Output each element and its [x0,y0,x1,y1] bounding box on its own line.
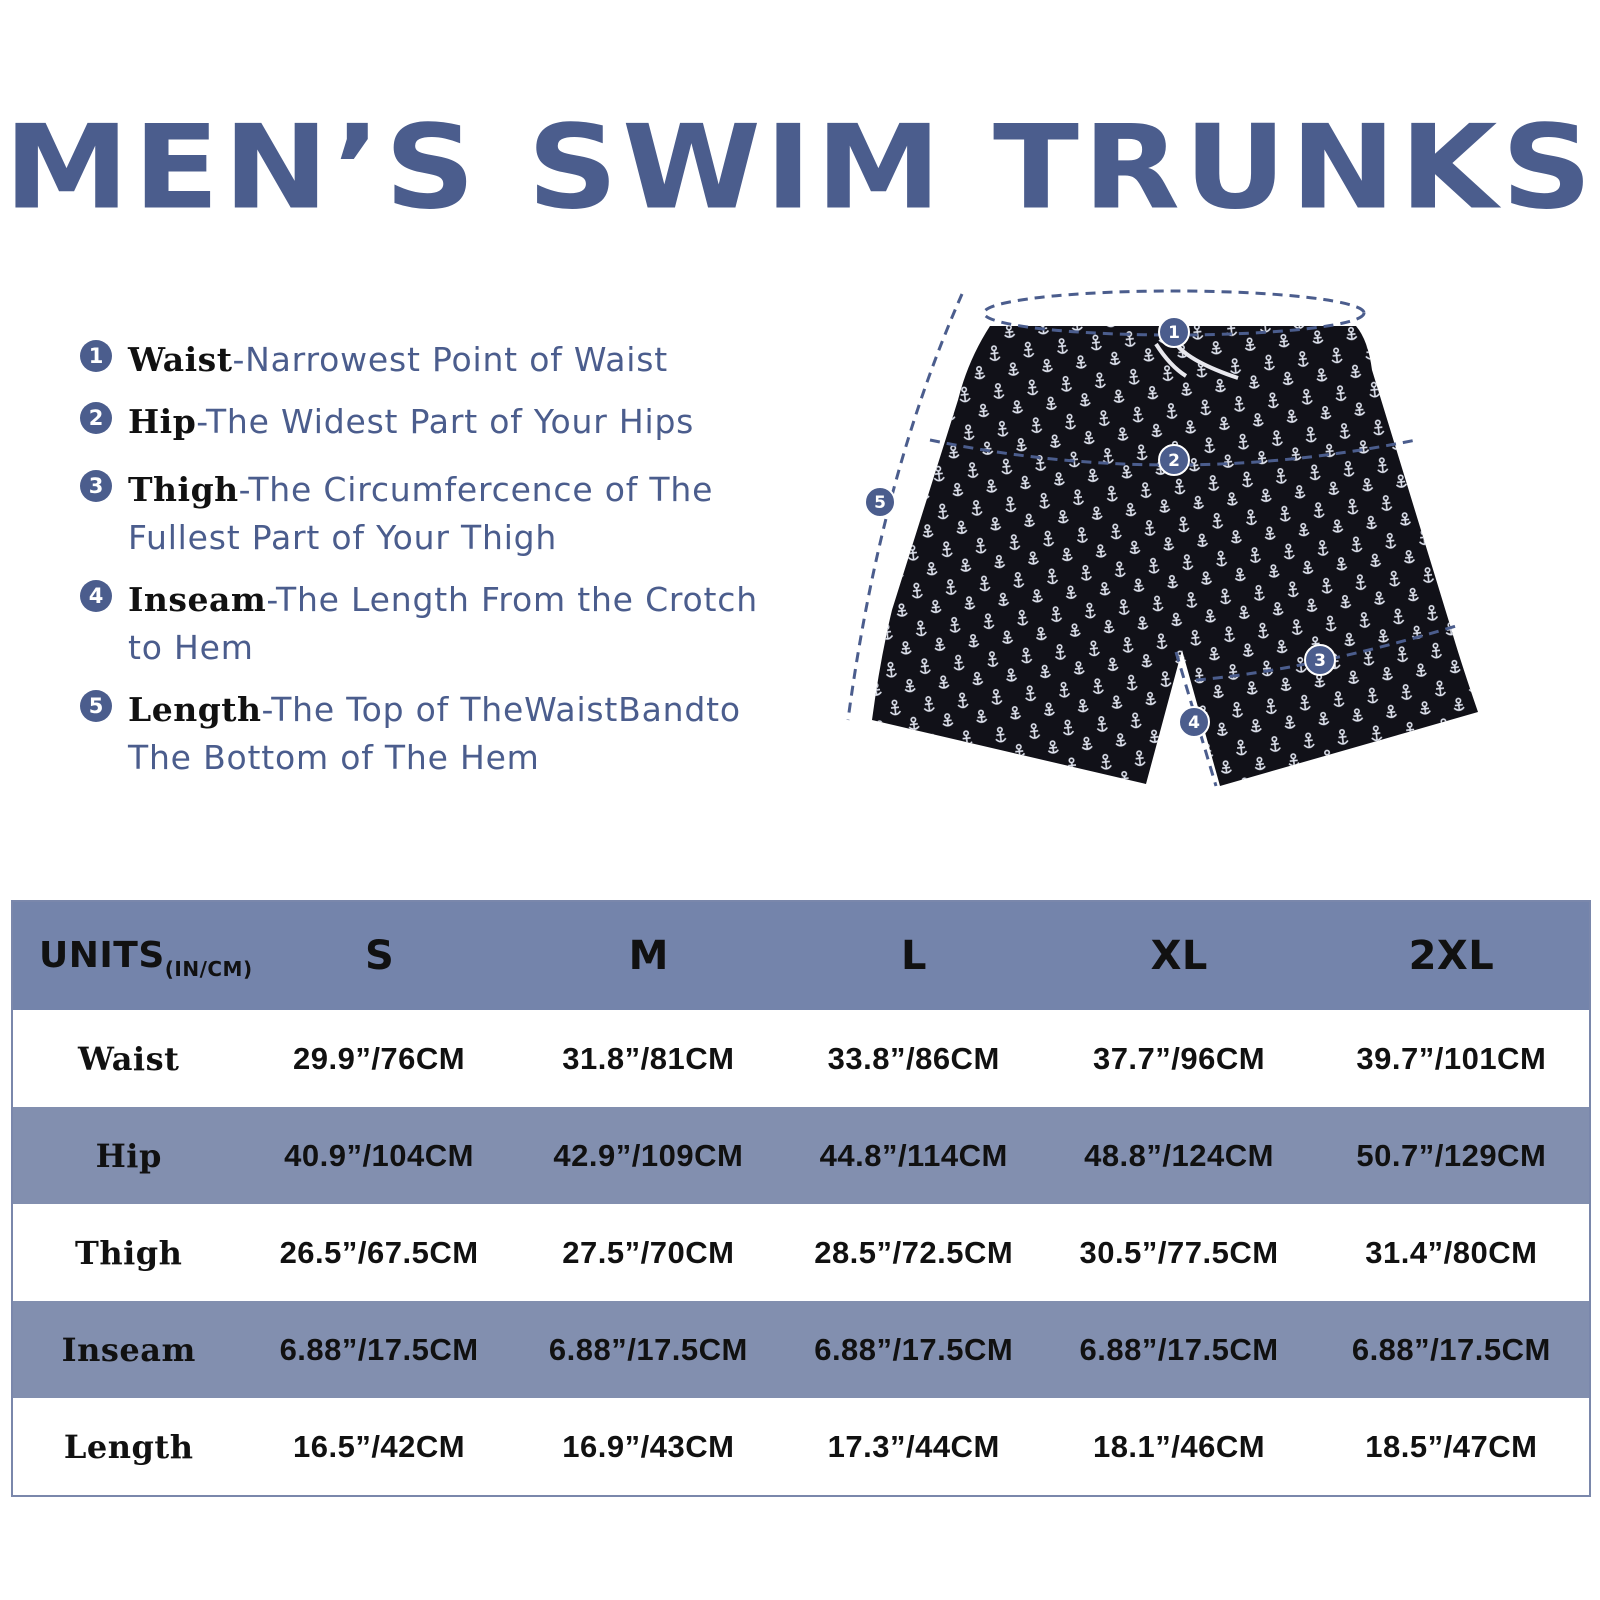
row-label: Length [63,1427,194,1466]
legend-desc: -The Widest Part of Your Hips [196,402,695,441]
table-cell: 6.88”/17.5CM [548,1331,748,1367]
table-cell: 18.1”/46CM [1092,1428,1266,1464]
table-cell: 6.88”/17.5CM [814,1331,1014,1367]
size-header-2xl: 2XL [1408,933,1495,979]
size-header-l: L [901,933,928,979]
row-label: Inseam [61,1330,196,1369]
legend-term: Waist [128,340,233,379]
marker-1 [1159,317,1189,347]
table-cell: 17.3”/44CM [827,1428,1000,1464]
table-cell: 29.9”/76CM [292,1040,466,1076]
svg-text:5: 5 [874,493,886,513]
swim-trunks-diagram [840,280,1520,820]
legend-item-inseam [78,576,818,672]
size-header-s: S [364,933,395,979]
table-cell: 33.8”/86CM [827,1040,1000,1076]
table-row [13,1301,1589,1398]
size-header-m: M [628,933,669,979]
marker-4 [1179,707,1209,737]
row-label: Waist [78,1039,180,1078]
table-cell: 31.4”/80CM [1365,1234,1538,1270]
table-cell: 16.9”/43CM [562,1428,735,1464]
number-badge: 4 [80,580,112,612]
legend-desc-cont: The Bottom of The Hem [128,738,540,777]
units-header: $UNITS_{(IN/CM)}$ [39,935,253,981]
table-row [13,1107,1589,1204]
table-cell: 42.9”/109CM [553,1137,744,1173]
table-row [13,1398,1589,1495]
svg-text:1: 1 [1168,323,1180,343]
trunks-shape [872,326,1478,786]
measurement-legend [78,336,818,796]
legend-desc: -The Circumfercence of The [238,470,714,509]
svg-text:2: 2 [1168,451,1180,471]
marker-5 [865,487,895,517]
svg-text:4: 4 [1188,713,1200,733]
table-cell: 50.7”/129CM [1356,1137,1547,1173]
marker-2 [1159,445,1189,475]
legend-desc-cont: to Hem [128,628,254,667]
table-cell: 28.5”/72.5CM [814,1234,1014,1270]
table-cell: 18.5”/47CM [1365,1428,1538,1464]
table-cell: 26.5”/67.5CM [279,1234,479,1270]
table-cell: 31.8”/81CM [562,1040,735,1076]
table-cell: 6.88”/17.5CM [279,1331,479,1367]
size-header-xl: XL [1150,933,1208,979]
legend-desc: -The Top of TheWaistBandto [261,690,741,729]
table-header-row [13,902,1589,1010]
legend-desc-cont: Fullest Part of Your Thigh [128,518,558,557]
table-cell: 37.7”/96CM [1092,1040,1266,1076]
table-cell: 39.7”/101CM [1356,1040,1547,1076]
table-cell: 40.9”/104CM [284,1137,474,1173]
page-title: MEN’S SWIM TRUNKS [3,99,1597,236]
legend-item-thigh [78,466,818,562]
number-badge: 3 [80,470,112,502]
table-cell: 30.5”/77.5CM [1079,1234,1279,1270]
legend-term: Thigh [128,470,239,509]
table-row [13,1010,1589,1107]
legend-term: Inseam [128,580,267,619]
table-cell: 6.88”/17.5CM [1351,1331,1551,1367]
size-chart-table [11,900,1591,1497]
legend-term: Hip [128,402,197,441]
legend-term: Length [128,690,262,729]
marker-3 [1305,645,1335,675]
table-row [13,1204,1589,1301]
number-badge: 1 [80,340,112,372]
table-cell: 44.8”/114CM [819,1137,1008,1173]
table-cell: 27.5”/70CM [562,1234,735,1270]
legend-desc: -Narrowest Point of Waist [232,340,668,379]
number-badge: 5 [80,690,112,722]
legend-desc: -The Length From the Crotch [266,580,758,619]
table-cell: 6.88”/17.5CM [1079,1331,1279,1367]
table-cell: 16.5”/42CM [292,1428,466,1464]
number-badge: 2 [80,402,112,434]
legend-item-waist [78,336,818,384]
row-label: Hip [95,1136,162,1175]
legend-item-hip [78,398,818,446]
table-cell: 48.8”/124CM [1084,1137,1274,1173]
row-label: Thigh [75,1233,183,1272]
svg-text:3: 3 [1314,651,1326,671]
legend-item-length [78,686,818,782]
